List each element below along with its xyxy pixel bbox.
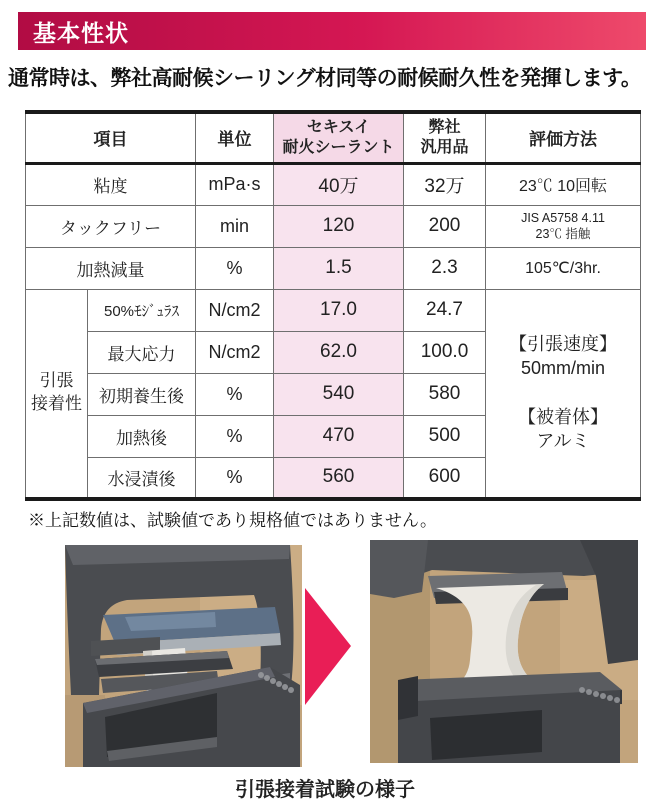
- photo-caption: 引張接着試験の様子: [235, 779, 415, 801]
- tensile-test-before-illustration: [65, 545, 302, 767]
- group-method-cell: [486, 289, 641, 499]
- row-generic-value: 200: [404, 205, 486, 247]
- row-unit: mPa·s: [196, 163, 274, 205]
- tensile-speed-value: 50mm/min: [520, 357, 605, 378]
- col-header-sekisui-line2: 耐火シーラント: [282, 138, 395, 156]
- row-item-label: タックフリー: [26, 205, 196, 247]
- tensile-test-after-illustration: [370, 540, 638, 763]
- tensile-test-photo-before: [65, 545, 302, 767]
- adherend-label: 【被着体】: [518, 407, 608, 428]
- intro-statement: 通常時は、弊社高耐候シーリング材同等の耐候耐久性を発揮します。: [8, 67, 642, 90]
- spacer: [486, 380, 640, 406]
- row-sekisui-value: 17.0: [274, 289, 404, 331]
- section-title: 基本性状: [33, 19, 129, 46]
- row-unit: %: [196, 415, 274, 457]
- row-sekisui-value: 560: [274, 457, 404, 499]
- row-unit: %: [196, 373, 274, 415]
- col-header-sekisui: [274, 112, 404, 163]
- row-method-line2: 23℃ 指触: [535, 227, 591, 241]
- group-label-line1: 引張: [39, 371, 74, 391]
- row-item-label: 初期養生後: [88, 373, 196, 415]
- arrow-right-icon: [305, 588, 351, 705]
- row-item-label: 水浸漬後: [88, 457, 196, 499]
- row-generic-value: 580: [404, 373, 486, 415]
- disclaimer-note: ※上記数値は、試験値であり規格値ではありません。: [28, 511, 438, 530]
- row-item-label: 加熱後: [88, 415, 196, 457]
- row-method-line1: JIS A5758 4.11: [521, 210, 605, 225]
- row-generic-value: 24.7: [404, 289, 486, 331]
- row-unit: N/cm2: [196, 289, 274, 331]
- table-row-heating-loss: [26, 247, 641, 289]
- row-generic-value: 32万: [404, 163, 486, 205]
- row-sekisui-value: 1.5: [274, 247, 404, 289]
- table-header-row: [26, 112, 641, 163]
- adherend-value: アルミ: [536, 430, 590, 451]
- row-method: [486, 205, 641, 247]
- row-sekisui-value: 40万: [274, 163, 404, 205]
- tensile-speed-label: 【引張速度】: [509, 334, 617, 355]
- row-generic-value: 500: [404, 415, 486, 457]
- row-unit: %: [196, 247, 274, 289]
- properties-table: [25, 110, 641, 501]
- row-sekisui-value: 62.0: [274, 331, 404, 373]
- col-header-item: 項目: [26, 112, 196, 163]
- table-row-viscosity: [26, 163, 641, 205]
- row-item-label: 50%ﾓｼﾞｭﾗｽ: [88, 289, 196, 331]
- row-generic-value: 100.0: [404, 331, 486, 373]
- row-item-label: 最大応力: [88, 331, 196, 373]
- col-header-generic: [404, 112, 486, 163]
- col-header-unit: 単位: [196, 112, 274, 163]
- row-method: 23℃ 10回転: [486, 163, 641, 205]
- row-item-label: 加熱減量: [26, 247, 196, 289]
- row-sekisui-value: 120: [274, 205, 404, 247]
- row-sekisui-value: 470: [274, 415, 404, 457]
- col-header-method: 評価方法: [486, 112, 641, 163]
- group-label-line2: 接着性: [31, 394, 82, 414]
- table-row-modulus: [26, 289, 641, 331]
- row-method: 105℃/3hr.: [486, 247, 641, 289]
- table-row-tackfree: [26, 205, 641, 247]
- row-unit: min: [196, 205, 274, 247]
- row-generic-value: 2.3: [404, 247, 486, 289]
- tensile-test-photo-after: [370, 540, 638, 763]
- col-header-sekisui-line1: セキスイ: [306, 118, 371, 136]
- col-header-generic-line2: 汎用品: [420, 138, 469, 156]
- row-sekisui-value: 540: [274, 373, 404, 415]
- group-label-tensile-adhesion: [26, 289, 88, 499]
- col-header-generic-line1: 弊社: [428, 118, 461, 136]
- row-unit: N/cm2: [196, 331, 274, 373]
- row-unit: %: [196, 457, 274, 499]
- row-item-label: 粘度: [26, 163, 196, 205]
- section-banner: [18, 12, 646, 50]
- row-generic-value: 600: [404, 457, 486, 499]
